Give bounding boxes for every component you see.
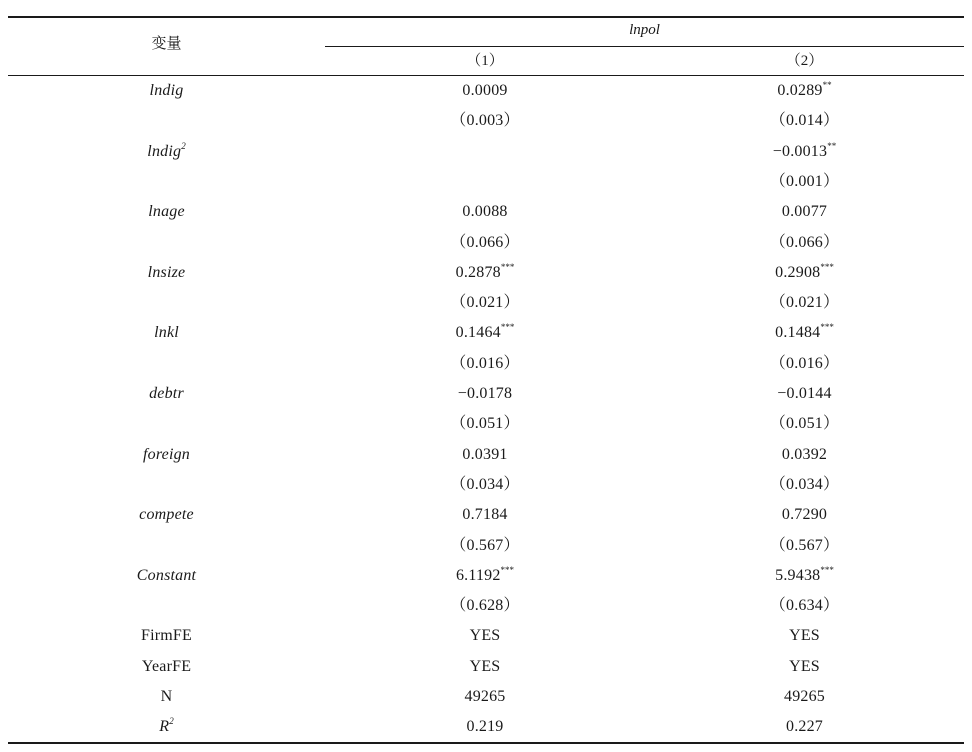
row-value-col1 — [325, 233, 645, 253]
row-value-col1-text: （0.016） — [450, 355, 520, 372]
row-value-col2 — [645, 475, 964, 495]
row-value-col1-text: （0.021） — [450, 294, 520, 311]
row-value-col1-text: （0.628） — [450, 597, 520, 614]
row-label — [8, 505, 325, 525]
row-value-col2 — [645, 202, 964, 222]
row-value-col1-text: YES — [469, 627, 501, 644]
row-value-col2-text: YES — [789, 627, 820, 644]
row-value-col2 — [645, 445, 964, 465]
row-value-col2 — [645, 414, 964, 434]
row-value-col2-text: （0.634） — [769, 597, 840, 614]
row-value-col2-text: 0.7290 — [781, 506, 828, 523]
row-label-text: lndig — [147, 143, 182, 160]
row-value-col2 — [645, 687, 964, 707]
row-label-text: lnsize — [147, 264, 186, 281]
row-value-col2-text: 0.1484 — [775, 324, 821, 341]
row-value-col2 — [645, 172, 964, 192]
row-value-col1 — [325, 505, 645, 525]
row-label-text: lnage — [148, 203, 185, 220]
row-value-col2-superscript: *** — [820, 565, 834, 575]
row-value-col1 — [325, 687, 645, 707]
row-value-col2-text: 0.0392 — [781, 446, 828, 463]
row-value-col2 — [645, 354, 964, 374]
row-value-col1 — [325, 445, 645, 465]
row-value-col2-text: −0.0144 — [777, 385, 832, 402]
row-label-superscript: 2 — [169, 716, 174, 726]
row-value-col1-text: 6.1192 — [455, 567, 501, 584]
row-value-col2 — [645, 81, 964, 101]
row-value-col1-text: （0.066） — [450, 234, 520, 251]
row-label — [8, 445, 325, 465]
row-value-col1-text: 0.0391 — [462, 446, 508, 463]
row-value-col1 — [325, 323, 645, 343]
row-value-col1-text: 0.7184 — [462, 506, 508, 523]
row-value-col2-text: （0.014） — [769, 112, 840, 129]
row-value-col2-text: 0.227 — [786, 718, 823, 735]
row-label-text: lndig — [149, 82, 184, 99]
row-value-col2-text: （0.001） — [769, 173, 840, 190]
row-value-col2 — [645, 657, 964, 677]
row-value-col1-superscript: *** — [500, 565, 515, 575]
row-value-col1-text: −0.0178 — [457, 385, 513, 402]
row-value-col1-text: 0.1464 — [455, 324, 501, 341]
row-value-col1 — [325, 263, 645, 283]
row-value-col1 — [325, 354, 645, 374]
row-value-col1-superscript: *** — [500, 322, 515, 332]
row-label — [8, 657, 325, 677]
row-value-col1 — [325, 81, 645, 101]
row-value-col2 — [645, 717, 964, 737]
column-header-2: （2） — [785, 53, 824, 69]
row-label-text: N — [160, 688, 173, 705]
row-value-col1 — [325, 475, 645, 495]
row-label-text: Constant — [136, 567, 197, 584]
row-value-col1 — [325, 596, 645, 616]
row-value-col2-text: YES — [789, 658, 820, 675]
row-value-col1-text: 0.2878 — [455, 264, 501, 281]
row-value-col1-superscript: *** — [500, 262, 515, 272]
row-value-col2-text: −0.0013 — [772, 143, 828, 160]
header-sub-rule — [325, 46, 964, 47]
row-label-text: R — [159, 718, 170, 735]
row-value-col1-text: （0.003） — [450, 112, 520, 129]
row-value-col2-superscript: ** — [827, 141, 837, 151]
row-label — [8, 263, 325, 283]
row-label — [8, 142, 325, 162]
row-value-col2-text: （0.066） — [769, 234, 840, 251]
row-value-col2-text: 0.2908 — [775, 264, 821, 281]
row-label-text: YearFE — [141, 658, 192, 675]
row-value-col2 — [645, 233, 964, 253]
row-value-col1-text: （0.567） — [450, 537, 520, 554]
row-value-col1-text: （0.051） — [450, 415, 520, 432]
row-value-col1 — [325, 414, 645, 434]
row-value-col2-superscript: ** — [822, 80, 832, 90]
row-label — [8, 687, 325, 707]
row-value-col2-text: 0.0289 — [777, 82, 823, 99]
row-label — [8, 202, 325, 222]
row-label — [8, 626, 325, 646]
row-label-text: debtr — [149, 385, 184, 402]
row-value-col2 — [645, 596, 964, 616]
row-value-col1-text: （0.034） — [450, 476, 520, 493]
bottom-rule — [8, 742, 964, 744]
row-value-col2 — [645, 536, 964, 556]
row-label-text: lnkl — [154, 324, 179, 341]
row-value-col2 — [645, 142, 964, 162]
row-value-col1 — [325, 566, 645, 586]
row-value-col2 — [645, 384, 964, 404]
row-label-text: compete — [139, 506, 194, 523]
row-value-col1-text: 0.219 — [466, 718, 504, 735]
row-label — [8, 81, 325, 101]
row-value-col1 — [325, 202, 645, 222]
row-value-col1-text: YES — [469, 658, 501, 675]
row-value-col2-text: 5.9438 — [775, 567, 821, 584]
header-rule — [8, 75, 964, 76]
row-value-col1-text: 49265 — [464, 688, 506, 705]
row-value-col1 — [325, 717, 645, 737]
row-value-col1 — [325, 293, 645, 313]
row-value-col2 — [645, 111, 964, 131]
row-label — [8, 717, 325, 737]
row-value-col2-text: （0.567） — [769, 537, 840, 554]
row-value-col2-superscript: *** — [820, 262, 834, 272]
row-value-col2-text: （0.021） — [769, 294, 840, 311]
row-value-col2-text: 49265 — [784, 688, 825, 705]
row-value-col2-text: （0.016） — [769, 355, 840, 372]
row-label-superscript: 2 — [181, 141, 186, 151]
row-value-col2 — [645, 263, 964, 283]
row-value-col1 — [325, 384, 645, 404]
row-value-col1 — [325, 626, 645, 646]
row-value-col1 — [325, 657, 645, 677]
column-header-1: （1） — [466, 53, 504, 69]
row-value-col2 — [645, 505, 964, 525]
row-label — [8, 384, 325, 404]
row-value-col2 — [645, 293, 964, 313]
dependent-variable-header: lnpol — [629, 22, 660, 38]
row-value-col2 — [645, 323, 964, 343]
row-value-col2-text: （0.051） — [769, 415, 840, 432]
row-value-col2-text: 0.0077 — [781, 203, 828, 220]
top-rule — [8, 16, 964, 18]
row-label-text: FirmFE — [141, 627, 192, 644]
row-value-col1 — [325, 536, 645, 556]
row-label — [8, 566, 325, 586]
row-value-col2-text: （0.034） — [769, 476, 840, 493]
row-value-col1-text: 0.0009 — [462, 82, 508, 99]
row-label — [8, 323, 325, 343]
row-value-col2 — [645, 626, 964, 646]
row-value-col1 — [325, 111, 645, 131]
row-label-text: foreign — [142, 446, 191, 463]
row-value-col1-text: 0.0088 — [462, 203, 508, 220]
row-value-col2-superscript: *** — [820, 322, 834, 332]
variable-header: 变量 — [151, 36, 182, 52]
row-value-col2 — [645, 566, 964, 586]
